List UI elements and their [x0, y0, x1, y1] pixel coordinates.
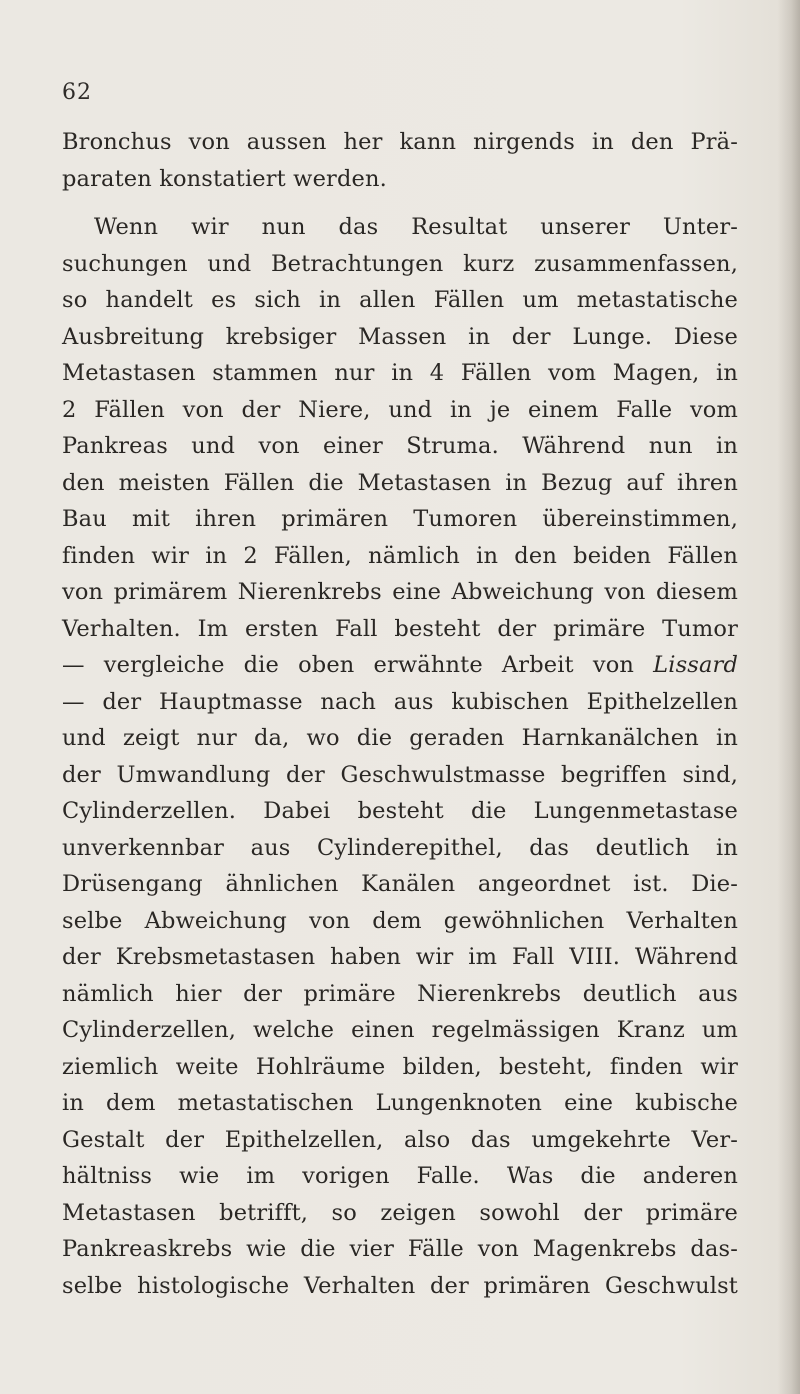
- text-line: Verhalten. Im ersten Fall besteht der primäre Tumor: [62, 615, 738, 642]
- text-line: — der Hauptmasse nach aus kubischen Epithelzellen: [62, 688, 738, 715]
- text-line: nämlich hier der primäre Nierenkrebs deutlich aus: [62, 980, 738, 1007]
- text-line: 2 Fällen von der Niere, und in je einem Falle vom: [62, 396, 738, 423]
- page-edge-shadow: [778, 0, 800, 1394]
- text-line: den meisten Fällen die Metastasen in Bezug auf ihren: [62, 469, 738, 496]
- text-line: Gestalt der Epithelzellen, also das umgekehrte Ver-: [62, 1126, 738, 1153]
- text-line: finden wir in 2 Fällen, nämlich in den beiden Fällen: [62, 542, 738, 569]
- cited-author: Lissard: [653, 652, 738, 678]
- text-line: in dem metastatischen Lungenknoten eine kubische: [62, 1090, 738, 1116]
- text-line: Metastasen stammen nur in 4 Fällen vom Magen, in: [62, 360, 738, 386]
- text-line: Pankreas und von einer Struma. Während nun in: [62, 433, 738, 459]
- text-line: der Umwandlung der Geschwulstmasse begriffen sind,: [62, 761, 738, 788]
- text-line: selbe histologische Verhalten der primären Geschwulst: [62, 1272, 738, 1299]
- text-line: Cylinderzellen, welche einen regelmässigen Kranz um: [62, 1017, 738, 1043]
- text-line: so handelt es sich in allen Fällen um metastatische: [62, 287, 738, 313]
- text-line: Cylinderzellen. Dabei besteht die Lungenmetastase: [62, 798, 738, 824]
- text-line: Metastasen betrifft, so zeigen sowohl der primäre: [62, 1199, 738, 1226]
- text-line: Pankreaskrebs wie die vier Fälle von Magenkrebs das-: [62, 1236, 738, 1262]
- body-text: [62, 124, 738, 1304]
- text-line: von primärem Nierenkrebs eine Abweichung von diesem: [62, 579, 738, 605]
- text-line: Wenn wir nun das Resultat unserer Unter-: [94, 214, 738, 240]
- text-line: Ausbreitung krebsiger Massen in der Lunge. Diese: [62, 323, 738, 350]
- text-line: Drüsengang ähnlichen Kanälen angeordnet ist. Die-: [62, 871, 738, 897]
- text-line: suchungen und Betrachtungen kurz zusammenfassen,: [62, 250, 738, 277]
- text-line-part: — vergleiche die oben erwähnte Arbeit von: [62, 652, 635, 678]
- text-line: Bau mit ihren primären Tumoren übereinstimmen,: [62, 506, 738, 532]
- text-line: ziemlich weite Hohlräume bilden, besteht, finden wir: [62, 1053, 738, 1080]
- text-line: und zeigt nur da, wo die geraden Harnkanälchen in: [62, 725, 738, 751]
- text-line: hältniss wie im vorigen Falle. Was die anderen: [62, 1163, 738, 1189]
- text-line: selbe Abweichung von dem gewöhnlichen Verhalten: [62, 907, 738, 934]
- text-line: paraten konstatiert werden.: [62, 165, 387, 192]
- page-number: 62: [62, 80, 92, 105]
- text-line: der Krebsmetastasen haben wir im Fall VIII. Während: [62, 944, 738, 970]
- text-line: Bronchus von aussen her kann nirgends in den Prä-: [62, 129, 738, 155]
- text-line: unverkennbar aus Cylinderepithel, das deutlich in: [62, 834, 738, 861]
- text-line-with-citation: [62, 647, 738, 684]
